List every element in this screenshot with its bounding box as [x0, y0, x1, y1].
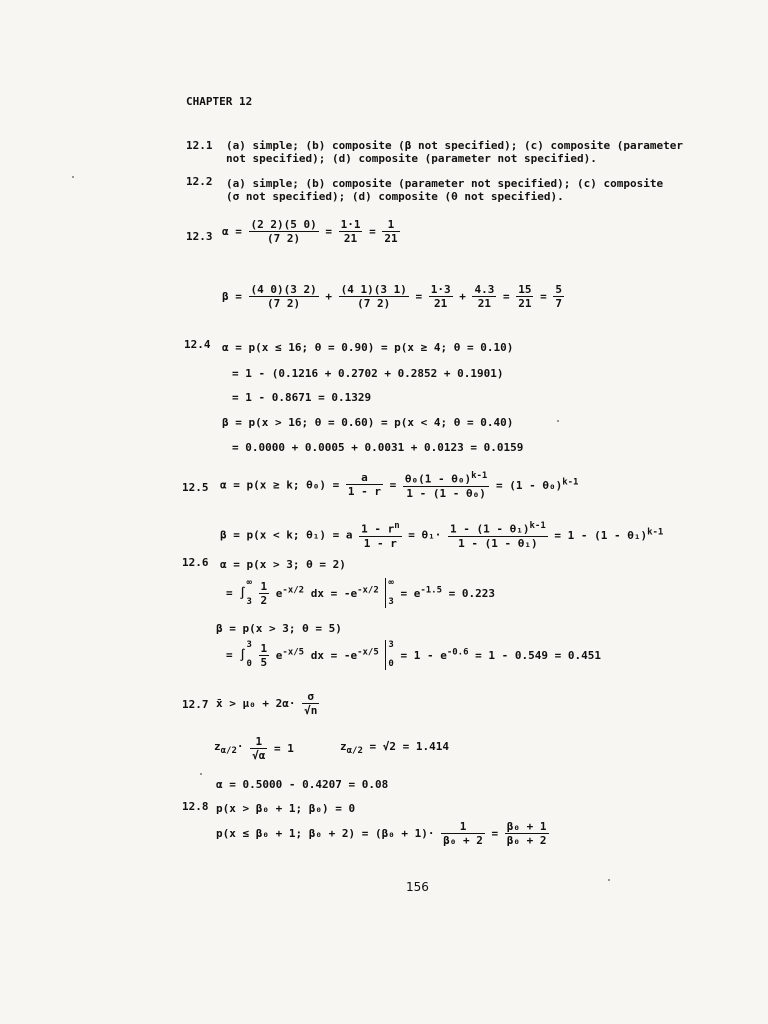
beta-integral-rhs-exponent: -0.6: [446, 647, 469, 658]
alpha-geometric-lhs: α = p(x ≥ k; θ₀) =: [220, 478, 340, 492]
equals-one: = 1: [274, 742, 294, 755]
beta-antiderivative-exponent: -x/5: [357, 647, 379, 658]
beta-geometric-mid: = θ₁·: [408, 528, 442, 542]
beta-geometric-rhs: = 1 - (1 - θ₁): [554, 529, 648, 543]
beta-d-denominator: 7: [555, 297, 562, 310]
beta-series-fraction: [359, 520, 402, 550]
beta-d-fraction: [553, 283, 564, 310]
beta-integrand-base: e: [275, 649, 283, 663]
alpha-result-numerator: 1: [382, 218, 399, 232]
solution-12-4-line-1: α = p(x ≤ 16; θ = 0.90) = p(x ≥ 4; θ = 0.10): [222, 341, 514, 354]
alpha-antiderivative: dx = -e: [310, 587, 358, 601]
beta-c-denominator: 21: [518, 297, 532, 310]
beta-theta-exponent: k-1: [529, 521, 546, 531]
one-over-beta-fraction: [441, 820, 485, 847]
solution-12-8-line-2: [216, 820, 549, 847]
solution-number-12-4: 12.4: [184, 338, 211, 351]
solution-12-6-beta-integral: [226, 640, 601, 682]
solution-number-12-3: 12.3: [186, 230, 213, 243]
beta-integral-result: = 1 - 0.549 = 0.451: [475, 649, 601, 663]
alpha-integrand-fraction: [259, 580, 270, 607]
beta-integrand-numerator: 1: [260, 641, 268, 655]
alpha-integral-lower-limit: 3: [246, 597, 252, 607]
sigma-numerator: σ: [302, 690, 319, 704]
alpha-integrand-numerator: 1: [260, 579, 268, 593]
solution-12-1-line-1: (a) simple; (b) composite (β not specified); (c) composite (parameter: [226, 139, 683, 152]
alpha-binom-denominator: (7 2): [267, 232, 301, 245]
beta-theta-fraction: [448, 520, 548, 550]
z-subscript: α/2: [220, 746, 237, 757]
beta-term-2-fraction: [339, 283, 409, 310]
alpha-integrand-base: e: [275, 587, 283, 601]
alpha-integrand-exponent: -x/2: [282, 585, 305, 596]
beta-integrand-exponent: -x/5: [282, 647, 305, 658]
alpha-eval-lower: 3: [388, 597, 394, 607]
solution-12-7-line-2: [214, 735, 294, 762]
beta-rhs-exponent: k-1: [647, 527, 664, 538]
beta-term-1-fraction: [249, 283, 319, 310]
solution-12-4-line-3: = 1 - 0.8671 = 0.1329: [232, 391, 372, 404]
beta-a-numerator: 1·3: [430, 283, 451, 296]
solution-12-8-line-1: p(x > β₀ + 1; β₀) = 0: [216, 802, 356, 815]
z-value-symbol: z: [340, 740, 347, 753]
alpha-mid-numerator: 1·1: [340, 218, 361, 231]
z-value-rhs: = √2 = 1.414: [369, 740, 449, 753]
alpha-result-denominator: 21: [384, 232, 398, 245]
beta-b-numerator: 4.3: [474, 283, 495, 296]
z-symbol: z: [214, 740, 221, 754]
beta-integral-lower-limit: 0: [246, 659, 252, 669]
beta-term-1-numerator: (4 0)(3 2): [250, 283, 317, 296]
one-numerator: 1: [250, 735, 267, 749]
scan-speck: [200, 773, 202, 775]
solution-12-2-line-1: (a) simple; (b) composite (parameter not specified); (c) composite: [226, 177, 664, 190]
solution-12-4-line-5: = 0.0000 + 0.0005 + 0.0031 + 0.0123 = 0.0159: [232, 441, 524, 454]
solution-12-3-alpha-equation: α = $\frac{(2 2)(5 0)}{(7 2)}$ = $\frac{1\cdot 1}{21}$ = $\frac{1}{21}$: [222, 218, 398, 245]
beta-term-2-denominator: (7 2): [357, 297, 391, 310]
beta-integral-upper-limit: 3: [246, 640, 252, 650]
solution-number-12-5: 12.5: [182, 481, 209, 494]
one-over-beta-denominator: β₀ + 2: [443, 834, 483, 847]
beta-ratio-fraction: [505, 820, 549, 847]
root-n-denominator: √n: [304, 704, 318, 717]
alpha-geometric-rhs: = (1 - θ₀): [495, 479, 563, 493]
solution-number-12-2: 12.2: [186, 175, 213, 188]
scan-speck: [608, 879, 610, 881]
scan-speck: [72, 176, 74, 178]
alpha-series-numerator: a: [346, 471, 383, 485]
alpha-integral-upper-limit: ∞: [246, 578, 252, 588]
alpha-theta-numerator: θ₀(1 - θ₀): [404, 472, 472, 486]
beta-ratio-denominator: β₀ + 2: [506, 834, 547, 847]
alpha-integrand-denominator: 2: [260, 593, 268, 607]
beta-integral-rhs: = 1 - e: [400, 649, 447, 663]
solution-12-7-line-3: α = 0.5000 - 0.4207 = 0.08: [216, 778, 389, 791]
solution-12-5-beta-equation: [220, 520, 663, 550]
alpha-mid-fraction: [339, 218, 363, 245]
solution-12-4-line-4: β = p(x > 16; θ = 0.60) = p(x < 4; θ = 0.40): [222, 416, 514, 429]
alpha-eval-upper: ∞: [388, 578, 394, 588]
beta-c-numerator: 15: [518, 283, 532, 296]
solution-12-6-alpha-integral: [226, 578, 495, 614]
one-over-beta-numerator: 1: [441, 820, 485, 834]
beta-c-fraction: [516, 283, 533, 310]
beta-geometric-lhs: β = p(x < k; θ₁) = a: [220, 528, 353, 542]
beta-eval-upper: 3: [388, 640, 394, 650]
chapter-heading: CHAPTER 12: [186, 95, 253, 108]
solution-number-12-8: 12.8: [182, 800, 209, 813]
alpha-series-denominator: 1 - r: [347, 485, 381, 499]
solution-12-6-line-1: α = p(x > 3; θ = 2): [220, 558, 346, 571]
beta-a-fraction: [429, 283, 453, 310]
alpha-binomial-fraction: [249, 218, 319, 245]
beta-theta-numerator: 1 - (1 - θ₁): [450, 522, 530, 536]
alpha-integral-rhs-exponent: -1.5: [420, 585, 443, 596]
solution-12-2-line-2: (σ not specified); (d) composite (θ not specified).: [226, 190, 564, 203]
alpha-integral-rhs: = e: [400, 587, 421, 601]
beta-b-denominator: 21: [477, 297, 492, 310]
solution-12-7-z-value: [340, 740, 449, 756]
solution-12-4-line-2: = 1 - (0.1216 + 0.2702 + 0.2852 + 0.1901): [232, 367, 504, 380]
beta-integrand-denominator: 5: [260, 655, 268, 669]
probability-lhs: p(x ≤ β₀ + 1; β₀ + 2) = (β₀ + 1)·: [216, 827, 435, 840]
beta-integrand-fraction: [259, 642, 270, 669]
alpha-theta-denominator: 1 - (1 - θ₀): [406, 486, 486, 500]
beta-a-denominator: 21: [434, 297, 448, 310]
beta-series-denominator: 1 - r: [363, 536, 397, 550]
solution-12-3-beta-equation: β = $\frac{(4 0)(3 2)}{(7 2)}$ + $\frac{(4 1)(3 1)}{(7 2)}$ = $\frac{1\cdot 3}{21}$ + $\frac{4.3}{21}$ = $\frac{15}{21}$ = $\frac{5}{7}$: [222, 283, 562, 310]
beta-lhs: β =: [222, 290, 242, 303]
alpha-series-fraction: [346, 471, 383, 498]
alpha-antiderivative-exponent: -x/2: [357, 585, 379, 596]
alpha-theta-exponent: k-1: [471, 471, 488, 481]
critical-region-lhs: x̄ > μ₀ + 2α·: [216, 697, 296, 710]
solution-12-5-alpha-equation: α = p(x ≥ k; θ₀) = $\frac{a}{1 - r}$ = $\frac{\theta_0(1 - \theta_0)^{k-1}}{\text{1 - (1 - θ₀)}}$ = (1 - θ₀)$^{k-1}$: [220, 471, 579, 500]
solution-number-12-6: 12.6: [182, 556, 209, 569]
page-number: 156: [406, 880, 429, 894]
alpha-result-fraction: [382, 218, 399, 245]
beta-eval-lower: 0: [388, 659, 394, 669]
beta-integral-sign: = ∫: [226, 648, 246, 662]
solution-12-7-line-1: [216, 690, 319, 717]
solution-12-1-line-2: not specified); (d) composite (parameter not specified).: [226, 152, 597, 165]
beta-b-fraction: [472, 283, 496, 310]
beta-d-numerator: 5: [555, 283, 562, 296]
alpha-binom-numerator: (2 2)(5 0): [250, 218, 317, 231]
z-value-subscript: α/2: [346, 746, 363, 757]
root-alpha-denominator: √α: [252, 749, 266, 762]
alpha-integral-result: = 0.223: [448, 587, 495, 601]
alpha-integral-sign: = ∫: [226, 586, 246, 600]
sigma-over-root-n-fraction: [302, 690, 319, 717]
alpha-rhs-exponent: k-1: [562, 477, 579, 488]
alpha-mid-denominator: 21: [343, 232, 358, 245]
solution-12-6-line-3: β = p(x > 3; θ = 5): [216, 622, 342, 635]
beta-term-1-denominator: (7 2): [267, 297, 301, 310]
alpha-theta-fraction: [403, 470, 490, 500]
beta-ratio-numerator: β₀ + 1: [506, 820, 547, 833]
beta-series-numerator: 1 - r: [361, 522, 395, 536]
alpha-lhs: α =: [222, 225, 242, 238]
one-over-root-alpha-fraction: [250, 735, 267, 762]
beta-series-exponent: n: [394, 521, 400, 531]
solution-number-12-7: 12.7: [182, 698, 209, 711]
solution-number-12-1: 12.1: [186, 139, 213, 152]
beta-term-2-numerator: (4 1)(3 1): [340, 283, 407, 296]
scan-speck: [557, 420, 559, 422]
beta-antiderivative: dx = -e: [310, 649, 358, 663]
multiply-dot: ·: [236, 740, 244, 754]
equals-sign: =: [491, 827, 499, 840]
beta-theta-denominator: 1 - (1 - θ₁): [458, 536, 538, 550]
